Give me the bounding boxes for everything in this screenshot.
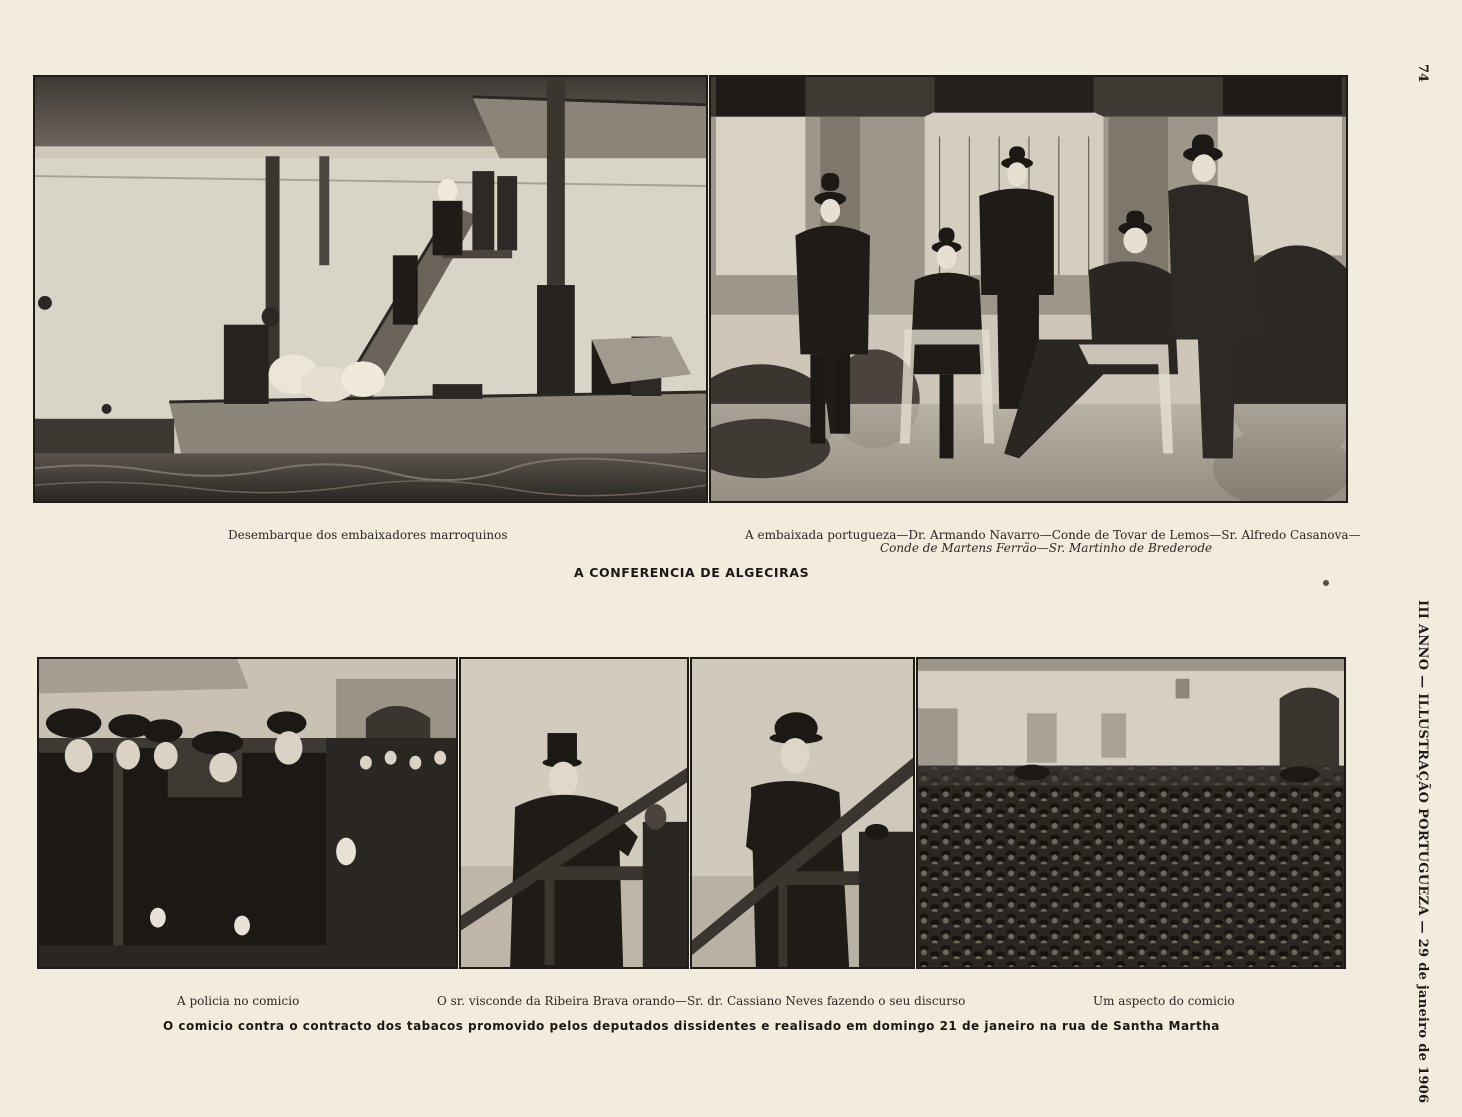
caption-embassy-line1: A embaixada portugueza—Dr. Armando Navarro—Conde de Tovar de Lemos—Sr. Alfredo Casanova— — [745, 528, 1361, 542]
caption-speakers: O sr. visconde da Ribeira Brava orando—Sr. dr. Cassiano Neves fazendo o seu discurso — [437, 994, 966, 1008]
running-head: III ANNO — ILLUSTRAÇÃO PORTUGUEZA — 29 de janeiro de 1906 — [1415, 600, 1430, 1104]
section-heading-algeciras: A CONFERENCIA DE ALGECIRAS — [574, 565, 810, 580]
caption-embassy-line2: Conde de Martens Ferrão—Sr. Martinho de Brederode — [880, 541, 1213, 555]
photo-portuguese-embassy — [709, 75, 1348, 503]
photo-disembarkation — [33, 75, 708, 503]
caption-police: A policia no comicio — [177, 994, 300, 1008]
caption-crowd: Um aspecto do comicio — [1093, 994, 1235, 1008]
photo-cassiano-neves-speaking — [690, 657, 915, 969]
photo-rally-crowd — [916, 657, 1346, 969]
page-number: 74 — [1415, 64, 1430, 83]
ink-speck — [1323, 580, 1329, 586]
photo-police-rally — [37, 657, 458, 969]
photo-visconde-speaking — [459, 657, 689, 969]
caption-disembarkation: Desembarque dos embaixadores marroquinos — [228, 528, 508, 542]
section-heading-tobacco-rally: O comicio contra o contracto dos tabacos promovido pelos deputados dissidentes e realisado em domingo 21 de janeiro na rua de Santha Martha — [163, 1019, 1220, 1033]
